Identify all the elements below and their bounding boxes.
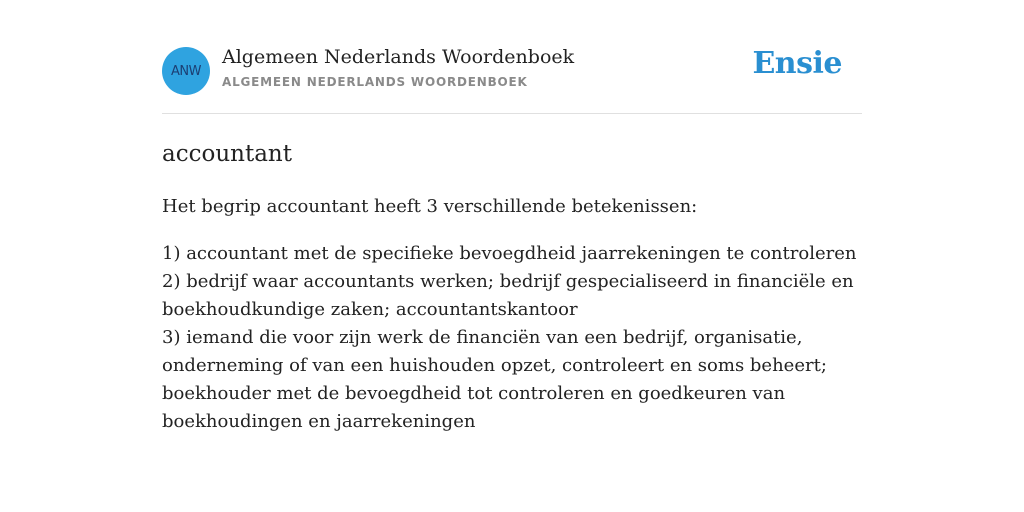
definitions-list	[162, 240, 862, 436]
source-subtitle: ALGEMEEN NEDERLANDS WOORDENBOEK	[222, 75, 528, 89]
anw-logo[interactable]	[162, 47, 210, 95]
definition-item: 3) iemand die voor zijn werk de financiën van een bedrijf, organisatie, onderneming of van een huishouden opzet, controleert en soms beheert; boekhouder met de bevoegdheid tot controleren en goedkeuren van boekhoudingen en jaarrekeningen	[162, 327, 827, 432]
definition-item: 1) accountant met de specifieke bevoegdheid jaarrekeningen te controleren	[162, 243, 857, 264]
ensie-brand-logo[interactable]: Ensie	[752, 46, 842, 81]
definition-item: 2) bedrijf waar accountants werken; bedrijf gespecialiseerd in financiële en boekhoudkundige zaken; accountantskantoor	[162, 271, 854, 320]
entry-intro: Het begrip accountant heeft 3 verschillende betekenissen:	[162, 196, 698, 217]
source-title[interactable]: Algemeen Nederlands Woordenboek	[222, 46, 575, 68]
page-container	[162, 0, 862, 436]
entry-term: accountant	[162, 141, 292, 167]
logo-text: ANW	[171, 63, 201, 79]
source-header	[162, 0, 862, 114]
